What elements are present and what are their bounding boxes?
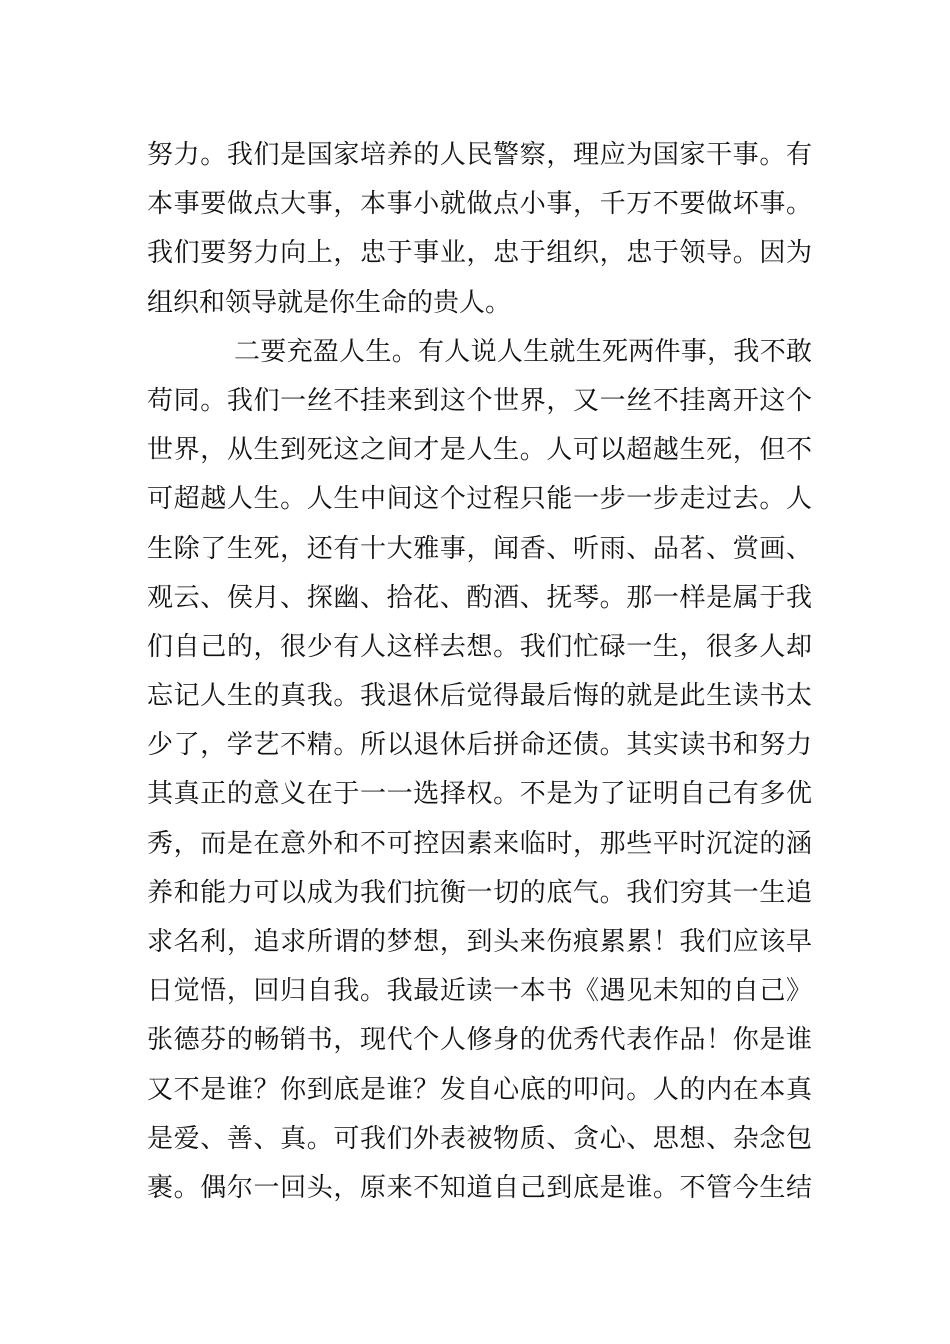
paragraph-first-line: 二要充盈人生。有人说人生就生死两件事，我不敢 [234, 336, 812, 367]
text-line: 秀，而是在意外和不可控因素来临时，那些平时沉淀的涵 [147, 828, 812, 859]
text-line: 本事要做点大事，本事小就做点小事，千万不要做坏事。 [147, 189, 812, 220]
text-line: 又不是谁？你到底是谁？发自心底的叩问。人的内在本真 [147, 1074, 812, 1105]
text-line: 观云、侯月、探幽、拾花、酌酒、抚琴。那一样是属于我 [147, 582, 812, 613]
text-line: 日觉悟，回归自我。我最近读一本书《遇见未知的自己》 [147, 976, 812, 1007]
text-line: 其真正的意义在于一一选择权。不是为了证明自己有多优 [147, 779, 812, 810]
text-line: 们自己的，很少有人这样去想。我们忙碌一生，很多人却 [147, 631, 812, 662]
text-line: 忘记人生的真我。我退休后觉得最后悔的就是此生读书太 [147, 681, 812, 712]
text-line: 求名利，追求所谓的梦想，到头来伤痕累累！我们应该早 [147, 927, 812, 957]
text-line: 可超越人生。人生中间这个过程只能一步一步走过去。人 [147, 484, 812, 515]
text-line: 少了，学艺不精。所以退休后拼命还债。其实读书和努力 [147, 730, 812, 761]
body-text [147, 131, 812, 1213]
text-line: 裹。偶尔一回头，原来不知道自己到底是谁。不管今生结 [147, 1172, 812, 1203]
text-line: 我们要努力向上，忠于事业，忠于组织，忠于领导。因为 [147, 238, 812, 269]
text-line: 苟同。我们一丝不挂来到这个世界，又一丝不挂离开这个 [147, 385, 812, 416]
paragraph-end-line: 组织和领导就是你生命的贵人。 [147, 287, 512, 318]
text-line: 生除了生死，还有十大雅事，闻香、听雨、品茗、赏画、 [147, 533, 812, 564]
text-line: 努力。我们是国家培养的人民警察，理应为国家干事。有 [147, 140, 812, 170]
text-line: 张德芬的畅销书，现代个人修身的优秀代表作品！你是谁 [147, 1025, 812, 1056]
text-line: 是爱、善、真。可我们外表被物质、贪心、思想、杂念包 [147, 1123, 812, 1154]
text-line: 世界，从生到死这之间才是人生。人可以超越生死，但不 [147, 435, 812, 466]
text-line: 养和能力可以成为我们抗衡一切的底气。我们穷其一生追 [147, 877, 812, 908]
